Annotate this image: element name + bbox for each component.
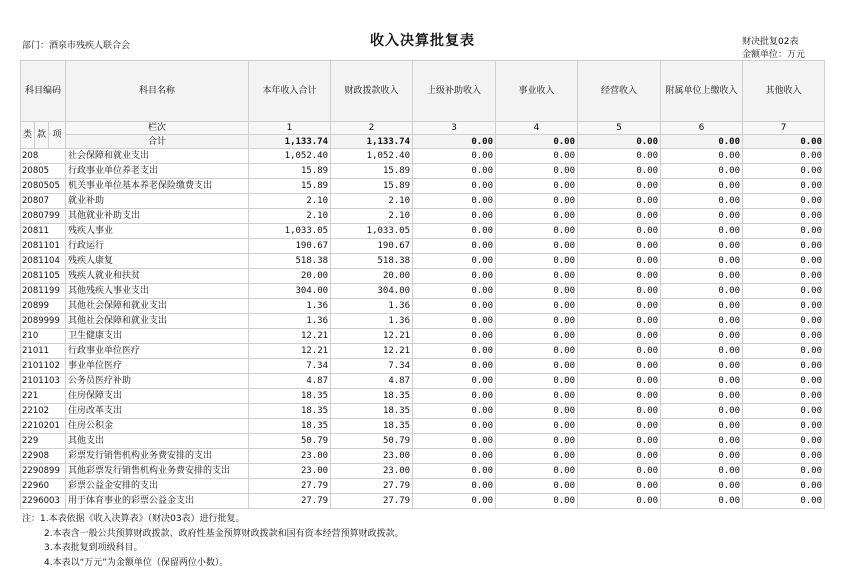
row-value: 1,033.05 — [249, 224, 331, 239]
row-value: 0.00 — [496, 389, 578, 404]
row-value: 0.00 — [578, 404, 661, 419]
row-value: 0.00 — [413, 164, 496, 179]
row-value: 2.10 — [331, 194, 413, 209]
row-value: 0.00 — [413, 209, 496, 224]
row-value: 0.00 — [578, 224, 661, 239]
row-value: 0.00 — [743, 389, 825, 404]
row-value: 518.38 — [249, 254, 331, 269]
row-value: 0.00 — [578, 449, 661, 464]
row-value: 0.00 — [578, 419, 661, 434]
row-value: 0.00 — [661, 374, 743, 389]
row-value: 0.00 — [578, 269, 661, 284]
col-index: 5 — [578, 122, 661, 135]
row-value: 0.00 — [661, 479, 743, 494]
footnote: 注：1.本表依据《收入决算表》（财决03表）进行批复。 — [22, 514, 245, 524]
row-value: 0.00 — [661, 329, 743, 344]
row-value: 1,033.05 — [331, 224, 413, 239]
total-value: 0.00 — [413, 135, 496, 149]
row-value: 0.00 — [661, 344, 743, 359]
table-row — [21, 224, 825, 239]
unit-label: 金额单位：万元 — [742, 50, 806, 60]
col-index: 2 — [331, 122, 413, 135]
index-label: 栏次 — [66, 122, 249, 135]
row-value: 0.00 — [578, 494, 661, 509]
row-value: 304.00 — [249, 284, 331, 299]
row-value: 0.00 — [661, 419, 743, 434]
row-value: 0.00 — [743, 209, 825, 224]
sub-header-lei: 类 — [21, 122, 35, 149]
row-value: 0.00 — [413, 344, 496, 359]
row-value: 0.00 — [743, 419, 825, 434]
row-value: 0.00 — [578, 254, 661, 269]
row-code: 208 — [21, 149, 66, 164]
row-value: 0.00 — [496, 164, 578, 179]
col-header: 事业收入 — [496, 61, 578, 122]
row-value: 0.00 — [578, 374, 661, 389]
report-title: 收入决算批复表 — [370, 33, 475, 49]
row-value: 0.00 — [743, 464, 825, 479]
row-value: 20.00 — [249, 269, 331, 284]
table-row — [21, 434, 825, 449]
row-value: 0.00 — [661, 194, 743, 209]
row-value: 0.00 — [743, 284, 825, 299]
row-code: 20807 — [21, 194, 66, 209]
form-code: 财决批复02表 — [742, 37, 799, 47]
row-code: 2081101 — [21, 239, 66, 254]
income-approval-table — [20, 60, 825, 509]
row-value: 0.00 — [578, 314, 661, 329]
table-row — [21, 329, 825, 344]
row-value: 0.00 — [413, 224, 496, 239]
department-label: 部门：酒泉市残疾人联合会 — [22, 41, 131, 51]
table-row — [21, 284, 825, 299]
row-value: 0.00 — [496, 149, 578, 164]
row-value: 0.00 — [496, 329, 578, 344]
table-row — [21, 374, 825, 389]
row-value: 15.89 — [331, 164, 413, 179]
row-value: 15.89 — [249, 164, 331, 179]
footnote: 3.本表批复到项级科目。 — [44, 543, 143, 553]
row-value: 0.00 — [496, 194, 578, 209]
table-row — [21, 479, 825, 494]
row-value: 0.00 — [413, 434, 496, 449]
row-value: 12.21 — [331, 329, 413, 344]
row-code: 2101103 — [21, 374, 66, 389]
row-value: 1,052.40 — [331, 149, 413, 164]
row-value: 0.00 — [496, 224, 578, 239]
row-value: 0.00 — [661, 434, 743, 449]
row-value: 0.00 — [496, 344, 578, 359]
row-value: 23.00 — [249, 464, 331, 479]
col-code-header: 科目编码 — [21, 61, 66, 122]
table-row — [21, 299, 825, 314]
row-name: 机关事业单位基本养老保险缴费支出 — [66, 179, 249, 194]
table-row — [21, 239, 825, 254]
row-value: 0.00 — [413, 179, 496, 194]
row-value: 0.00 — [661, 404, 743, 419]
row-name: 就业补助 — [66, 194, 249, 209]
row-name: 其他社会保障和就业支出 — [66, 314, 249, 329]
row-value: 50.79 — [331, 434, 413, 449]
row-value: 18.35 — [331, 419, 413, 434]
row-name: 其他残疾人事业支出 — [66, 284, 249, 299]
total-label: 合计 — [66, 135, 249, 149]
col-header: 附属单位上缴收入 — [661, 61, 743, 122]
col-index: 1 — [249, 122, 331, 135]
row-value: 7.34 — [331, 359, 413, 374]
row-value: 0.00 — [743, 194, 825, 209]
row-name: 卫生健康支出 — [66, 329, 249, 344]
row-value: 0.00 — [413, 299, 496, 314]
row-value: 0.00 — [578, 239, 661, 254]
table-row — [21, 164, 825, 179]
row-value: 0.00 — [661, 284, 743, 299]
row-name: 公务员医疗补助 — [66, 374, 249, 389]
row-code: 2080799 — [21, 209, 66, 224]
row-value: 0.00 — [743, 164, 825, 179]
row-value: 2.10 — [331, 209, 413, 224]
row-value: 7.34 — [249, 359, 331, 374]
row-value: 27.79 — [249, 479, 331, 494]
row-value: 0.00 — [496, 314, 578, 329]
row-value: 27.79 — [331, 479, 413, 494]
row-value: 0.00 — [578, 479, 661, 494]
total-value: 0.00 — [496, 135, 578, 149]
row-value: 0.00 — [661, 254, 743, 269]
row-value: 0.00 — [413, 419, 496, 434]
row-value: 27.79 — [249, 494, 331, 509]
table-row — [21, 389, 825, 404]
row-value: 0.00 — [578, 389, 661, 404]
row-name: 其他支出 — [66, 434, 249, 449]
row-value: 0.00 — [743, 404, 825, 419]
row-name: 行政事业单位养老支出 — [66, 164, 249, 179]
row-value: 0.00 — [661, 389, 743, 404]
total-value: 1,133.74 — [249, 135, 331, 149]
row-name: 住房公积金 — [66, 419, 249, 434]
row-name: 社会保障和就业支出 — [66, 149, 249, 164]
row-value: 0.00 — [661, 179, 743, 194]
row-value: 27.79 — [331, 494, 413, 509]
footnotes — [22, 512, 404, 570]
row-name: 残疾人事业 — [66, 224, 249, 239]
row-value: 0.00 — [743, 254, 825, 269]
col-index: 3 — [413, 122, 496, 135]
row-value: 18.35 — [331, 389, 413, 404]
table-row — [21, 314, 825, 329]
sub-header-xiang: 项 — [49, 122, 66, 149]
row-code: 20805 — [21, 164, 66, 179]
row-value: 0.00 — [413, 284, 496, 299]
row-value: 1.36 — [331, 314, 413, 329]
row-code: 22102 — [21, 404, 66, 419]
row-name: 其他就业补助支出 — [66, 209, 249, 224]
row-value: 0.00 — [743, 224, 825, 239]
col-index: 4 — [496, 122, 578, 135]
table-row — [21, 449, 825, 464]
row-code: 22908 — [21, 449, 66, 464]
row-value: 12.21 — [249, 344, 331, 359]
row-value: 0.00 — [661, 359, 743, 374]
row-value: 0.00 — [578, 164, 661, 179]
row-value: 0.00 — [413, 449, 496, 464]
row-value: 0.00 — [578, 464, 661, 479]
table-row — [21, 359, 825, 374]
row-value: 1,052.40 — [249, 149, 331, 164]
table-row — [21, 464, 825, 479]
row-value: 2.10 — [249, 194, 331, 209]
table-row — [21, 179, 825, 194]
row-value: 0.00 — [496, 179, 578, 194]
row-value: 0.00 — [413, 314, 496, 329]
row-value: 0.00 — [743, 239, 825, 254]
total-value: 0.00 — [578, 135, 661, 149]
row-value: 18.35 — [249, 404, 331, 419]
total-value: 1,133.74 — [331, 135, 413, 149]
row-code: 2081104 — [21, 254, 66, 269]
row-code: 20811 — [21, 224, 66, 239]
row-value: 1.36 — [331, 299, 413, 314]
form-info — [742, 36, 805, 62]
row-value: 0.00 — [661, 224, 743, 239]
footnote: 2.本表含一般公共预算财政拨款、政府性基金预算财政拨款和国有资本经营预算财政拨款。 — [44, 528, 404, 539]
row-value: 0.00 — [413, 494, 496, 509]
row-code: 2081199 — [21, 284, 66, 299]
footnote: 4.本表以“万元”为金额单位（保留两位小数）。 — [44, 557, 229, 568]
row-name: 行政运行 — [66, 239, 249, 254]
row-value: 18.35 — [249, 419, 331, 434]
row-value: 0.00 — [661, 464, 743, 479]
row-value: 304.00 — [331, 284, 413, 299]
row-code: 2101102 — [21, 359, 66, 374]
row-value: 0.00 — [743, 299, 825, 314]
table-row — [21, 269, 825, 284]
row-value: 0.00 — [661, 299, 743, 314]
row-value: 0.00 — [743, 359, 825, 374]
row-value: 0.00 — [743, 149, 825, 164]
table-row — [21, 209, 825, 224]
row-value: 0.00 — [496, 494, 578, 509]
row-value: 0.00 — [743, 179, 825, 194]
row-value: 1.36 — [249, 314, 331, 329]
row-value: 12.21 — [331, 344, 413, 359]
row-value: 0.00 — [496, 284, 578, 299]
row-value: 0.00 — [413, 404, 496, 419]
row-value: 0.00 — [496, 434, 578, 449]
row-value: 0.00 — [496, 239, 578, 254]
row-code: 2081105 — [21, 269, 66, 284]
row-value: 2.10 — [249, 209, 331, 224]
row-value: 0.00 — [413, 239, 496, 254]
row-value: 0.00 — [413, 194, 496, 209]
row-value: 190.67 — [331, 239, 413, 254]
row-value: 23.00 — [331, 449, 413, 464]
row-value: 0.00 — [413, 479, 496, 494]
total-value: 0.00 — [743, 135, 825, 149]
row-value: 0.00 — [661, 209, 743, 224]
row-value: 0.00 — [578, 329, 661, 344]
row-value: 518.38 — [331, 254, 413, 269]
row-value: 4.87 — [249, 374, 331, 389]
row-value: 0.00 — [413, 269, 496, 284]
row-value: 0.00 — [413, 389, 496, 404]
row-code: 2210201 — [21, 419, 66, 434]
table-row — [21, 149, 825, 164]
row-code: 229 — [21, 434, 66, 449]
col-header: 经营收入 — [578, 61, 661, 122]
row-name: 行政事业单位医疗 — [66, 344, 249, 359]
row-value: 0.00 — [578, 209, 661, 224]
row-value: 0.00 — [661, 269, 743, 284]
col-name-header: 科目名称 — [66, 61, 249, 122]
row-value: 0.00 — [413, 329, 496, 344]
row-value: 0.00 — [661, 149, 743, 164]
row-code: 221 — [21, 389, 66, 404]
row-value: 0.00 — [496, 419, 578, 434]
row-value: 12.21 — [249, 329, 331, 344]
row-value: 0.00 — [661, 164, 743, 179]
row-value: 0.00 — [661, 449, 743, 464]
total-value: 0.00 — [661, 135, 743, 149]
row-value: 50.79 — [249, 434, 331, 449]
row-value: 15.89 — [331, 179, 413, 194]
row-value: 23.00 — [249, 449, 331, 464]
row-code: 2080505 — [21, 179, 66, 194]
row-value: 0.00 — [496, 404, 578, 419]
row-code: 2296003 — [21, 494, 66, 509]
row-value: 0.00 — [661, 314, 743, 329]
col-index: 6 — [661, 122, 743, 135]
col-header: 上级补助收入 — [413, 61, 496, 122]
row-value: 1.36 — [249, 299, 331, 314]
row-value: 0.00 — [496, 449, 578, 464]
row-name: 用于体育事业的彩票公益金支出 — [66, 494, 249, 509]
table-body — [21, 149, 825, 509]
row-value: 0.00 — [413, 464, 496, 479]
row-value: 0.00 — [578, 149, 661, 164]
table-row — [21, 344, 825, 359]
total-row — [21, 135, 825, 149]
row-value: 0.00 — [578, 359, 661, 374]
table-row — [21, 494, 825, 509]
row-value: 18.35 — [331, 404, 413, 419]
row-value: 0.00 — [743, 434, 825, 449]
row-name: 住房保障支出 — [66, 389, 249, 404]
row-code: 2290899 — [21, 464, 66, 479]
row-value: 0.00 — [413, 254, 496, 269]
row-value: 0.00 — [496, 359, 578, 374]
row-value: 23.00 — [331, 464, 413, 479]
row-value: 0.00 — [496, 269, 578, 284]
row-value: 0.00 — [743, 314, 825, 329]
row-name: 残疾人康复 — [66, 254, 249, 269]
row-value: 0.00 — [496, 479, 578, 494]
row-value: 20.00 — [331, 269, 413, 284]
row-value: 0.00 — [661, 494, 743, 509]
row-code: 2089999 — [21, 314, 66, 329]
col-index: 7 — [743, 122, 825, 135]
row-value: 0.00 — [413, 374, 496, 389]
row-code: 20899 — [21, 299, 66, 314]
col-header: 其他收入 — [743, 61, 825, 122]
row-code: 21011 — [21, 344, 66, 359]
row-value: 0.00 — [496, 464, 578, 479]
row-value: 0.00 — [743, 479, 825, 494]
row-value: 0.00 — [496, 374, 578, 389]
row-name: 彩票公益金安排的支出 — [66, 479, 249, 494]
row-value: 4.87 — [331, 374, 413, 389]
row-value: 0.00 — [413, 359, 496, 374]
row-value: 0.00 — [578, 284, 661, 299]
row-value: 0.00 — [743, 344, 825, 359]
row-value: 0.00 — [743, 269, 825, 284]
col-header: 财政拨款收入 — [331, 61, 413, 122]
row-name: 残疾人就业和扶贫 — [66, 269, 249, 284]
column-header-row — [21, 61, 825, 122]
table-row — [21, 419, 825, 434]
table-row — [21, 194, 825, 209]
table-row — [21, 404, 825, 419]
row-value: 0.00 — [578, 179, 661, 194]
row-value: 0.00 — [578, 434, 661, 449]
row-name: 其他社会保障和就业支出 — [66, 299, 249, 314]
row-value: 190.67 — [249, 239, 331, 254]
row-value: 0.00 — [496, 254, 578, 269]
row-code: 210 — [21, 329, 66, 344]
row-value: 0.00 — [578, 299, 661, 314]
row-value: 0.00 — [413, 149, 496, 164]
row-name: 其他彩票发行销售机构业务费安排的支出 — [66, 464, 249, 479]
sub-header-kuan: 款 — [35, 122, 49, 149]
table-row — [21, 254, 825, 269]
row-value: 0.00 — [496, 299, 578, 314]
row-value: 15.89 — [249, 179, 331, 194]
row-code: 22960 — [21, 479, 66, 494]
row-name: 事业单位医疗 — [66, 359, 249, 374]
row-value: 0.00 — [496, 209, 578, 224]
row-value: 0.00 — [743, 374, 825, 389]
row-value: 0.00 — [743, 329, 825, 344]
index-row — [21, 122, 825, 135]
row-value: 0.00 — [578, 344, 661, 359]
row-value: 18.35 — [249, 389, 331, 404]
row-value: 0.00 — [743, 494, 825, 509]
row-name: 住房改革支出 — [66, 404, 249, 419]
col-header: 本年收入合计 — [249, 61, 331, 122]
row-value: 0.00 — [578, 194, 661, 209]
row-name: 彩票发行销售机构业务费安排的支出 — [66, 449, 249, 464]
row-value: 0.00 — [661, 239, 743, 254]
row-value: 0.00 — [743, 449, 825, 464]
